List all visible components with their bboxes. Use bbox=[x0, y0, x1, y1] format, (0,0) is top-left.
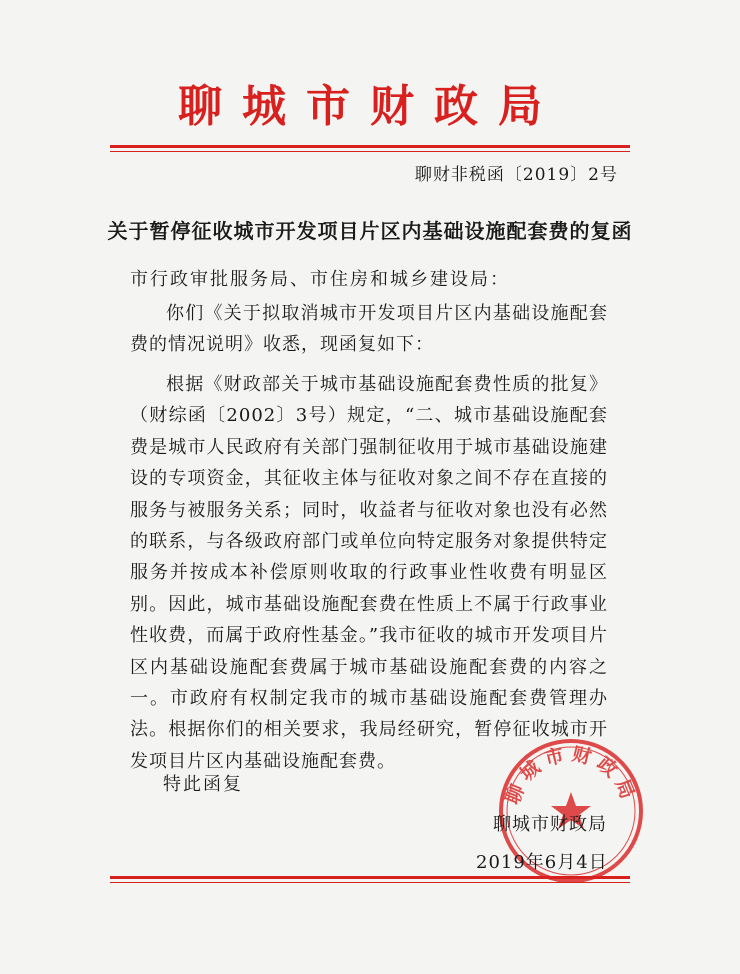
letterhead-title: 聊城市财政局 bbox=[178, 81, 562, 132]
document-title: 关于暂停征收城市开发项目片区内基础设施配套费的复函 bbox=[107, 219, 633, 243]
signature-organization: 聊城市财政局 bbox=[493, 814, 607, 835]
letterhead-rule-top-thin bbox=[110, 151, 630, 152]
body-paragraph-1 bbox=[130, 298, 608, 361]
closing-line: 特此函复 bbox=[163, 774, 243, 795]
body-paragraph-2 bbox=[130, 369, 608, 777]
footer-rule-thin bbox=[110, 882, 630, 883]
signature-date: 2019年6月4日 bbox=[476, 852, 608, 873]
paragraph-text: 你们《关于拟取消城市开发项目片区内基础设施配套费的情况说明》收悉，现函复如下： bbox=[130, 303, 608, 356]
document-number: 聊财非税函〔2019〕2号 bbox=[414, 165, 618, 185]
seal-text: 聊城市财政局 bbox=[501, 743, 641, 808]
footer-rule bbox=[110, 876, 630, 879]
paragraph-text: 根据《财政部关于城市基础设施配套费性质的批复》（财综函〔2002〕3号）规定，“二、城市基础设施配套费是城市人民政府有关部门强制征收用于城市基础设施建设的专项资金，其征收主体与征收对象之间不存在直接的服务与被服务关系；同时，收益者与征收对象也没有必然的联系，与各级政府部门或单位向特定服务对象提供特定服务并按成本补偿原则收取的行政事业性收费有明显区别。因此，城市基础设施配套费在性质上不属于行政事业性收费，而属于政府性基金。”我市征收的城市开发项目片区内基础设施配套费属于城市基础设施配套费的内容之一。市政府有权制定我市的城市基础设施配套费管理办法。根据你们的相关要求，我局经研究，暂停征收城市开发项目片区内基础设施配套费。 bbox=[130, 374, 608, 772]
recipient-line: 市行政审批服务局、市住房和城乡建设局： bbox=[130, 269, 510, 290]
letterhead-rule-top bbox=[110, 145, 630, 148]
